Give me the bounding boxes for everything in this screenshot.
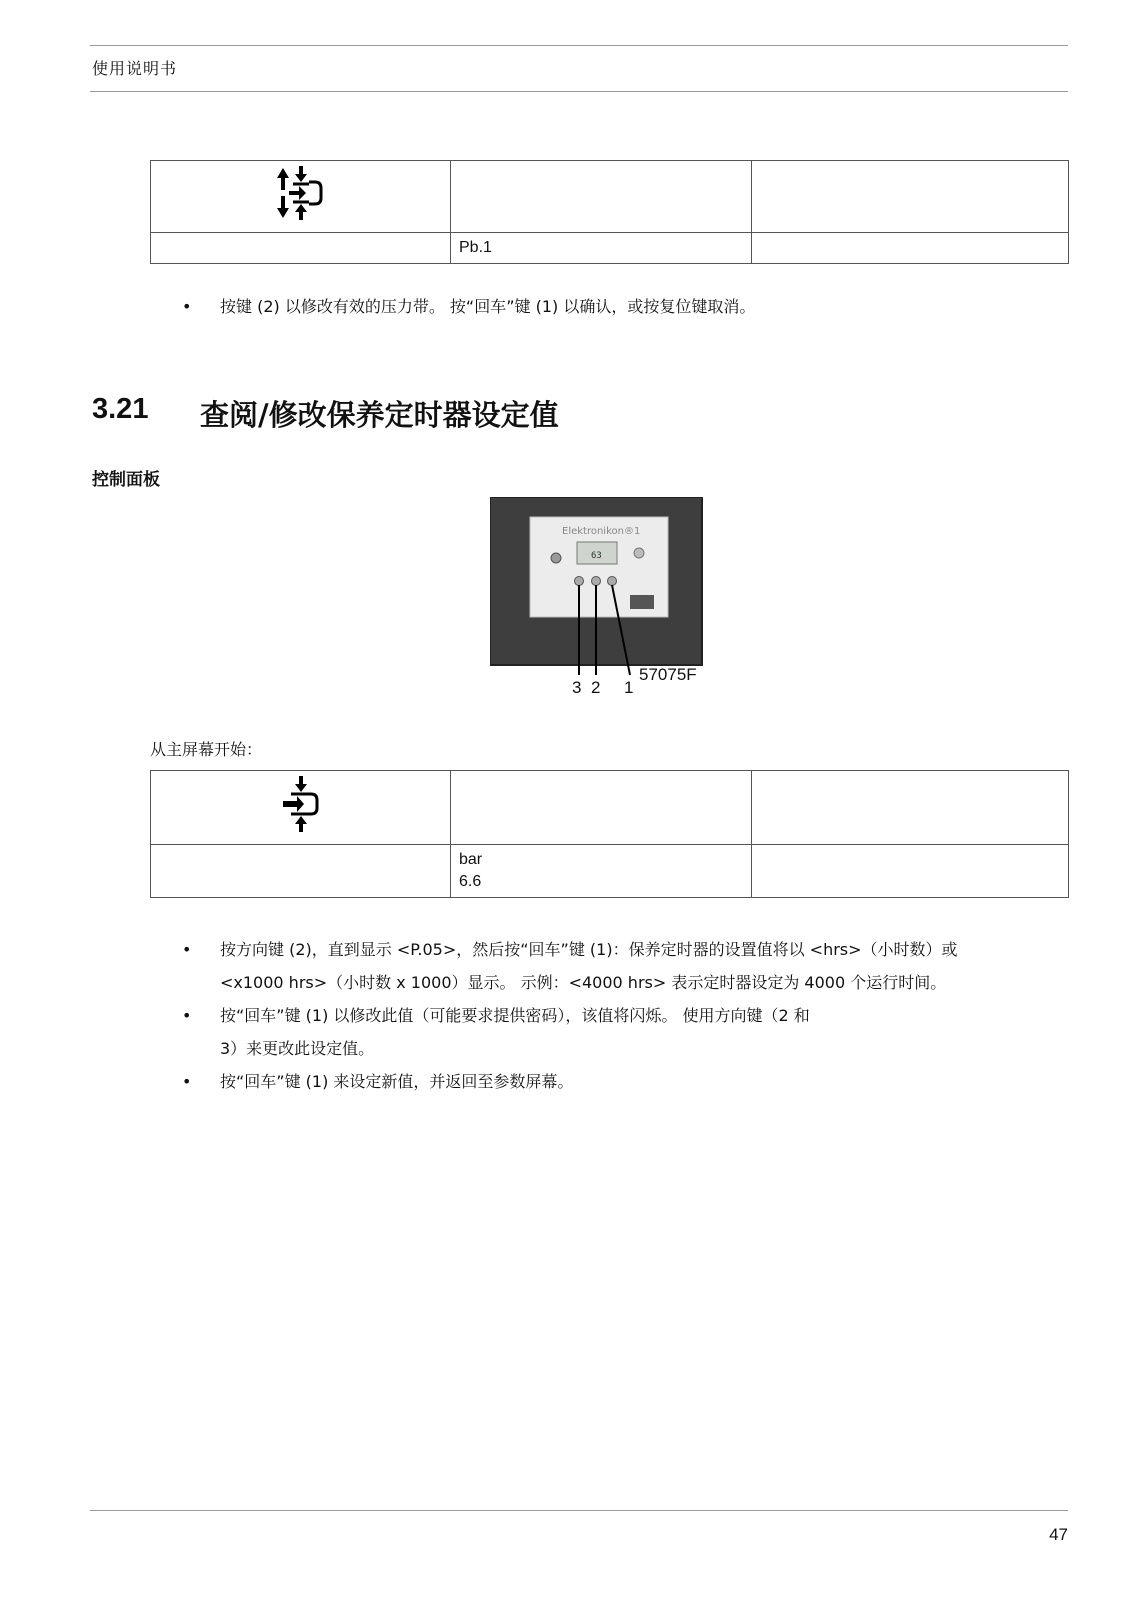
callout-3: 3	[572, 678, 582, 697]
intro-text: 从主屏幕开始：	[150, 740, 263, 759]
bullet-list-1	[180, 290, 1080, 323]
table1-r2-c3	[752, 233, 1069, 264]
bullet-list-2	[180, 933, 1080, 1098]
footer-rule	[90, 1510, 1068, 1511]
header-rule-bottom	[90, 91, 1068, 92]
control-panel-photo	[490, 497, 718, 697]
unit-label: bar	[459, 851, 483, 868]
bullet-item: • 按方向键 (2)，直到显示 <P.05>，然后按“回车”键 (1)：保养定时器的设置值将以 <hrs>（小时数）或 <x1000 hrs>（小时数 x 1000）显示。 示例：<4000 hrs> 表示定时器设定为 4000 个运行时间。	[182, 940, 958, 992]
table2-r2-c3	[752, 845, 1069, 898]
table2-r2-c2	[451, 845, 752, 898]
panel-brand-text: Elektronikon®1	[562, 526, 641, 537]
panel-key-3	[575, 577, 584, 586]
table2-r1-c2	[451, 771, 752, 845]
callout-2: 2	[591, 678, 601, 697]
table1-r1-c3	[752, 161, 1069, 233]
bullet-item: • 按“回车”键 (1) 以修改此值（可能要求提供密码），该值将闪烁。 使用方向键（2 和 3）来更改此设定值。	[182, 1006, 810, 1058]
figure-code: 57075F	[639, 665, 697, 684]
table1-r2-c1	[151, 233, 451, 264]
display-icon-cell	[151, 161, 451, 233]
display-table-2	[150, 770, 1069, 898]
callout-1: 1	[624, 678, 634, 697]
subheading-control-panel: 控制面板	[92, 470, 160, 490]
compressor-load-icon	[279, 774, 323, 834]
section-title: 查阅/修改保养定时器设定值	[200, 398, 559, 432]
header-rule-top	[90, 45, 1068, 46]
page-number: 47	[1049, 1525, 1068, 1544]
value-label: 6.6	[459, 873, 482, 890]
bullet-item: • 按“回车”键 (1) 来设定新值，并返回至参数屏幕。	[182, 1072, 574, 1091]
panel-key-2	[592, 577, 601, 586]
table2-r1-c3	[752, 771, 1069, 845]
display-icon-cell	[151, 771, 451, 845]
display-table-1	[150, 160, 1069, 264]
table1-r2-c2: Pb.1	[451, 233, 752, 264]
panel-key-1	[608, 577, 617, 586]
panel-display-value: 63	[591, 551, 602, 561]
table1-r1-c2	[451, 161, 752, 233]
section-number: 3.21	[92, 393, 149, 425]
pressure-band-icon	[273, 164, 329, 222]
bullet-item: • 按键 (2) 以修改有效的压力带。 按“回车”键 (1) 以确认，或按复位键取消。	[182, 297, 756, 316]
table2-r2-c1	[151, 845, 451, 898]
header-title: 使用说明书	[92, 59, 178, 78]
